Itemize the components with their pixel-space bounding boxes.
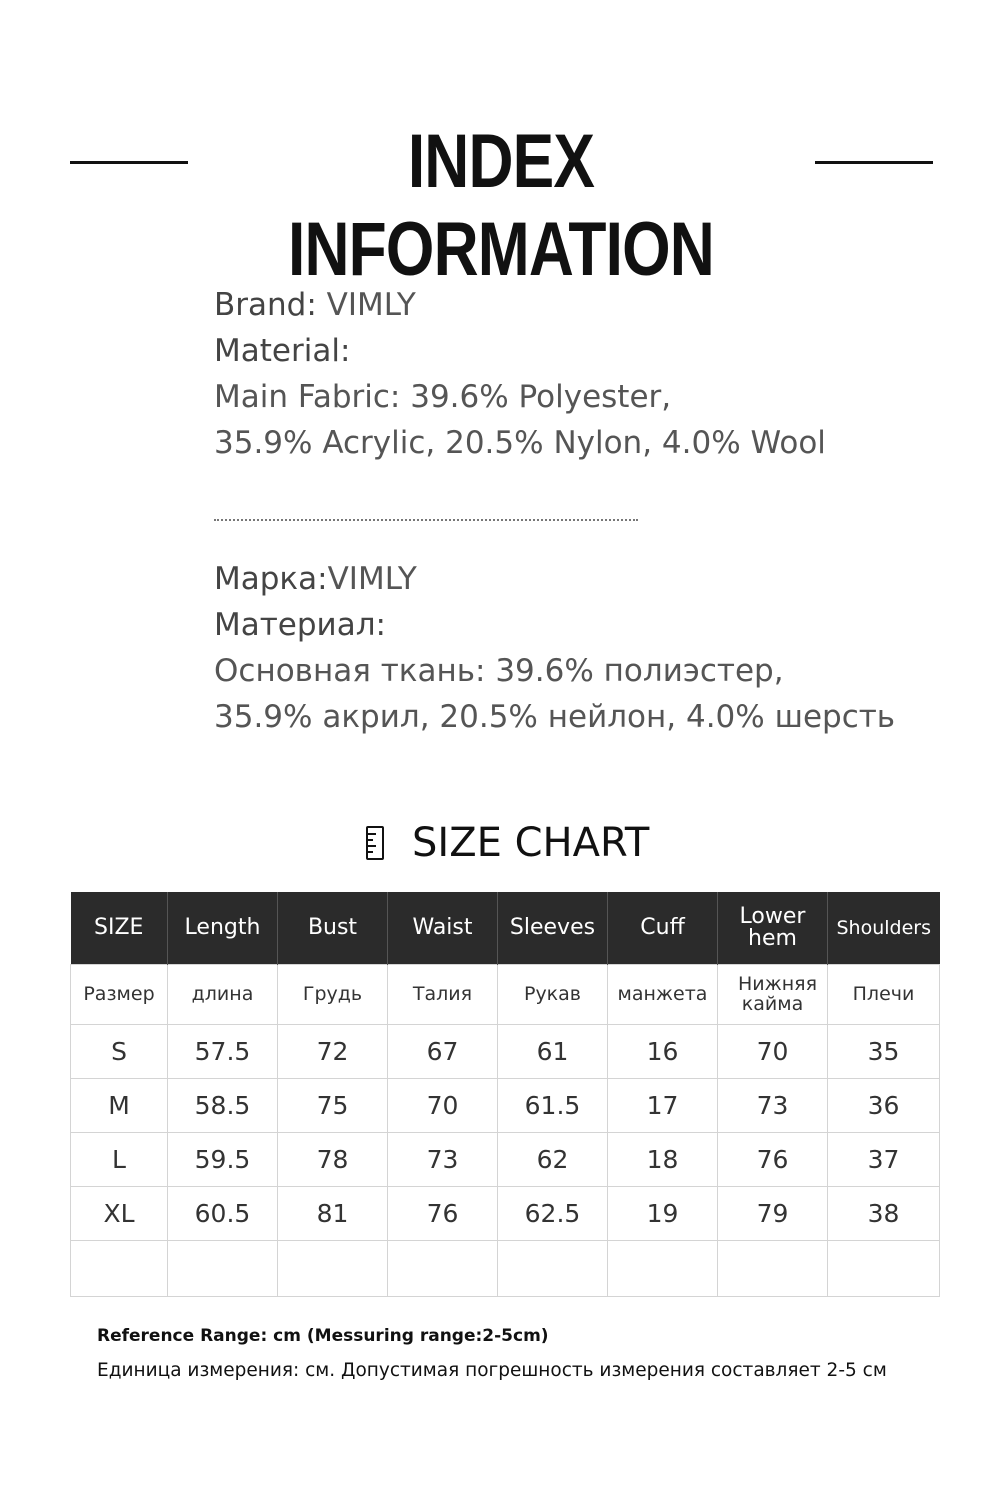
table-cell: 36 [828, 1078, 940, 1132]
table-cell: 19 [608, 1186, 718, 1240]
table-cell: 37 [828, 1132, 940, 1186]
header-cell: Shoulders [828, 892, 940, 964]
english-info [214, 282, 826, 466]
table-cell: 76 [388, 1186, 498, 1240]
table-cell: 62.5 [498, 1186, 608, 1240]
ru-header-cell: Рукав [498, 964, 608, 1024]
table-row [71, 1024, 940, 1078]
table-cell: 81 [278, 1186, 388, 1240]
size-chart-heading [0, 814, 1000, 874]
size-table [70, 892, 940, 1297]
ru-header-cell: Плечи [828, 964, 940, 1024]
brand-value-ru: VIMLY [327, 561, 417, 597]
table-cell: L [71, 1132, 168, 1186]
table-cell: 75 [278, 1078, 388, 1132]
fabric-line-1: Main Fabric: 39.6% Polyester, [214, 379, 672, 415]
table-cell [718, 1240, 828, 1296]
table-cell: 78 [278, 1132, 388, 1186]
table-cell: 61.5 [498, 1078, 608, 1132]
table-cell [498, 1240, 608, 1296]
material-label-ru: Материал: [214, 607, 386, 643]
size-chart-title: SIZE CHART [412, 820, 650, 866]
table-cell: 59.5 [168, 1132, 278, 1186]
russian-header-row [71, 964, 940, 1024]
dotted-divider [214, 519, 638, 521]
ru-header-cell: Нижняя кайма [718, 964, 828, 1024]
header-cell: Cuff [608, 892, 718, 964]
brand-line-ru [214, 556, 895, 602]
table-cell: 58.5 [168, 1078, 278, 1132]
table-cell: 35 [828, 1024, 940, 1078]
table-cell: 18 [608, 1132, 718, 1186]
title-row [0, 118, 1000, 292]
table-cell: M [71, 1078, 168, 1132]
russian-info [214, 556, 895, 740]
header-cell: SIZE [71, 892, 168, 964]
ru-header-cell: длина [168, 964, 278, 1024]
reference-note-ru: Единица измерения: см. Допустимая погрешность измерения составляет 2-5 см [97, 1360, 887, 1381]
brand-value: VIMLY [326, 287, 416, 323]
table-cell [168, 1240, 278, 1296]
table-cell [608, 1240, 718, 1296]
ruler-icon [366, 826, 384, 860]
table-cell: 60.5 [168, 1186, 278, 1240]
table-cell: 76 [718, 1132, 828, 1186]
brand-label: Brand: [214, 287, 317, 323]
table-cell: 70 [718, 1024, 828, 1078]
header-cell: Bust [278, 892, 388, 964]
table-cell: 17 [608, 1078, 718, 1132]
page-title: INDEX INFORMATION [287, 119, 714, 292]
header-cell: Length [168, 892, 278, 964]
table-cell: 67 [388, 1024, 498, 1078]
ru-header-cell: Грудь [278, 964, 388, 1024]
brand-line [214, 282, 826, 328]
table-cell: 73 [388, 1132, 498, 1186]
table-cell: 61 [498, 1024, 608, 1078]
ru-header-cell: манжета [608, 964, 718, 1024]
table-cell: 70 [388, 1078, 498, 1132]
table-cell: 79 [718, 1186, 828, 1240]
header-cell: Lower hem [718, 892, 828, 964]
header-row [71, 892, 940, 964]
table-row [71, 1132, 940, 1186]
table-row [71, 1186, 940, 1240]
brand-label-ru: Марка: [214, 561, 328, 597]
table-cell: 72 [278, 1024, 388, 1078]
table-cell: S [71, 1024, 168, 1078]
table-cell [71, 1240, 168, 1296]
table-cell: 73 [718, 1078, 828, 1132]
reference-note-en: Reference Range: cm (Messuring range:2-5cm) [97, 1326, 549, 1346]
fabric-line-2: 35.9% Acrylic, 20.5% Nylon, 4.0% Wool [214, 425, 826, 461]
title-divider-left [70, 161, 188, 164]
material-label: Material: [214, 333, 351, 369]
fabric-line-2-ru: 35.9% акрил, 20.5% нейлон, 4.0% шерсть [214, 699, 896, 735]
table-cell: 62 [498, 1132, 608, 1186]
table-cell [278, 1240, 388, 1296]
ru-header-cell: Размер [71, 964, 168, 1024]
table-cell: 38 [828, 1186, 940, 1240]
title-divider-right [815, 161, 933, 164]
empty-row [71, 1240, 940, 1296]
ru-header-cell: Талия [388, 964, 498, 1024]
header-cell: Sleeves [498, 892, 608, 964]
table-cell: XL [71, 1186, 168, 1240]
table-row [71, 1078, 940, 1132]
table-cell: 16 [608, 1024, 718, 1078]
header-cell: Waist [388, 892, 498, 964]
table-cell: 57.5 [168, 1024, 278, 1078]
table-cell [388, 1240, 498, 1296]
fabric-line-1-ru: Основная ткань: 39.6% полиэстер, [214, 653, 784, 689]
table-cell [828, 1240, 940, 1296]
